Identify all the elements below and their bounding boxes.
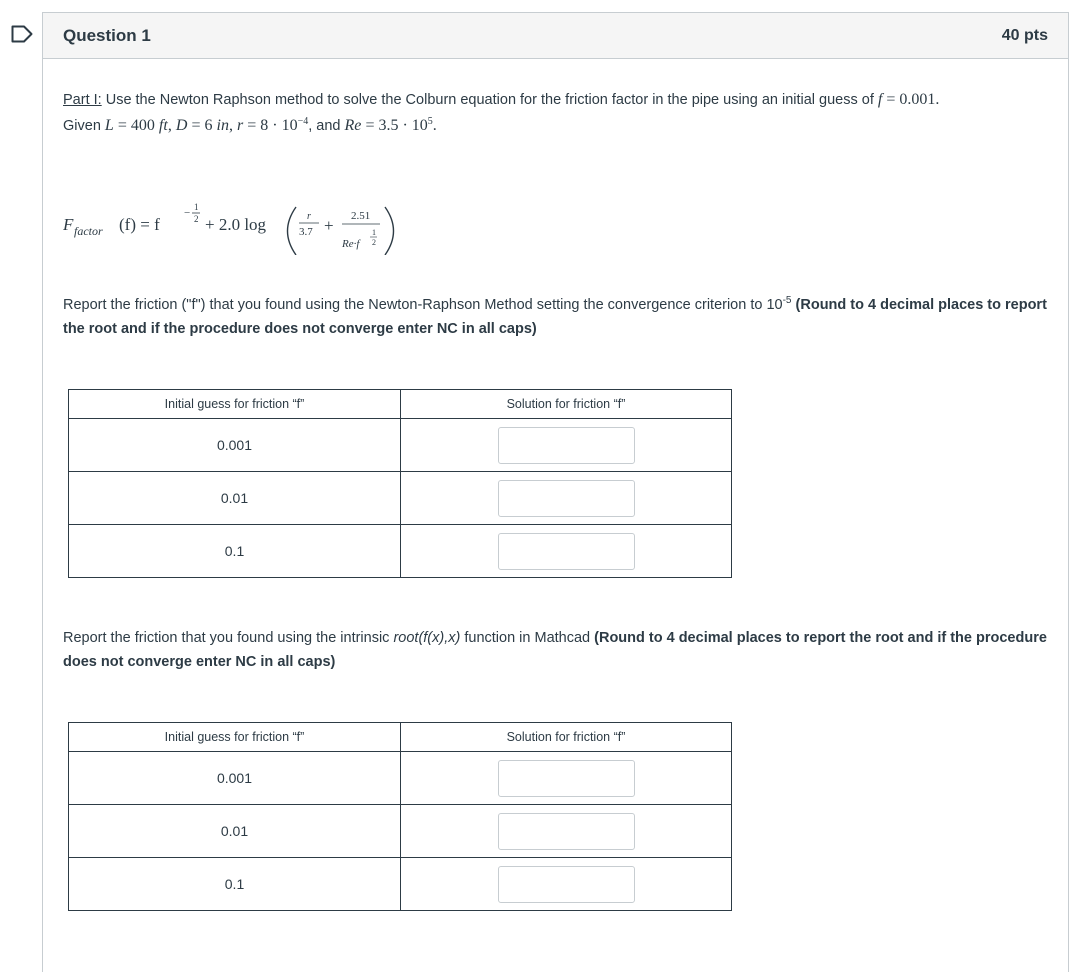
- table-row: [69, 805, 732, 858]
- formula-exp-den: 2: [194, 214, 199, 224]
- formula-frac2-exp-den: 2: [372, 238, 376, 247]
- formula-frac2-num: 2.51: [351, 210, 371, 222]
- question-title: Question 1: [63, 25, 151, 45]
- table2-col1-header: Initial guess for friction “f”: [69, 723, 401, 752]
- initial-guess-cell: 0.01: [69, 472, 401, 525]
- r-value: = 8 · 10: [247, 117, 298, 134]
- formula-F-sub: factor: [74, 224, 103, 238]
- answer-input[interactable]: [498, 427, 635, 464]
- initial-guess-cell: 0.01: [69, 805, 401, 858]
- newton-answer-table: [68, 389, 732, 578]
- answer-cell: [401, 419, 732, 472]
- colburn-formula: [63, 195, 423, 255]
- formula-frac1-num: r: [307, 211, 311, 222]
- L-value: = 400: [117, 117, 155, 134]
- answer-cell: [401, 525, 732, 578]
- report1-bold: (Round to 4 decimal places to report the root and if the procedure does not converge enter NC in all caps): [63, 297, 1047, 337]
- report2-text-after: function in Mathcad: [464, 630, 591, 646]
- answer-input[interactable]: [498, 480, 635, 517]
- answer-cell: [401, 472, 732, 525]
- initial-guess-cell: 0.001: [69, 752, 401, 805]
- initial-guess-cell: 0.1: [69, 858, 401, 911]
- r-exp: −4: [297, 116, 309, 128]
- part-label: Part I:: [63, 92, 102, 108]
- Re-end: .: [432, 117, 437, 134]
- L-var: L: [104, 117, 114, 134]
- intro-text: Use the Newton Raphson method to solve the Colburn equation for the friction factor in the pipe using an initial guess of: [105, 92, 874, 108]
- answer-cell: [401, 805, 732, 858]
- formula-frac2-exp-num: 1: [372, 228, 376, 237]
- formula-exp-neg: −: [184, 207, 191, 219]
- answer-input[interactable]: [498, 760, 635, 797]
- question-intro: Part I: Use the Newton Raphson method to solve the Colburn equation for the friction factor in the pipe using an initial guess of f = 0.001. Given L = 400 ft, D = 6 in, $r = 8 \cdot 10^{-4}$, and $Re = 3.5 \cdot 10^5$.: [63, 91, 940, 134]
- table-row: [69, 472, 732, 525]
- formula-plus: +: [324, 216, 334, 235]
- answer-input[interactable]: [498, 813, 635, 850]
- Re-exp: 5: [427, 116, 433, 128]
- formula-frac2-den: Re·f: [342, 238, 360, 250]
- Re-var: Re: [344, 117, 362, 134]
- initial-guess-cell: 0.001: [69, 419, 401, 472]
- question-points: 40 pts: [1001, 26, 1048, 44]
- table-row: [69, 752, 732, 805]
- mathcad-answer-table: [68, 722, 732, 911]
- initial-guess-cell: 0.1: [69, 525, 401, 578]
- table1-col2-header: Solution for friction “f”: [401, 390, 732, 419]
- Re-value: = 3.5 · 10: [365, 117, 428, 134]
- formula-lhs-arg: (f) = f: [119, 215, 160, 234]
- formula-F: F: [63, 215, 74, 234]
- report1-text: Report the friction ("f") that you found using the Newton-Raphson Method setting the convergence criterion to 10: [63, 297, 783, 313]
- L-unit: ft: [158, 117, 168, 134]
- table-row: [69, 419, 732, 472]
- report-mathcad-instructions: [63, 626, 1053, 674]
- table-row: [69, 858, 732, 911]
- question-header: [43, 13, 1068, 59]
- answer-cell: [401, 858, 732, 911]
- formula-exp-num: 1: [194, 202, 199, 212]
- report1-exp: -5: [782, 295, 792, 307]
- answer-input[interactable]: [498, 866, 635, 903]
- and-word: , and: [308, 118, 341, 134]
- table-row: [69, 525, 732, 578]
- report2-text-before: Report the friction that you found using the intrinsic: [63, 630, 390, 646]
- answer-input[interactable]: [498, 533, 635, 570]
- report2-italic: root(f(x),x): [393, 630, 461, 646]
- initial-guess-var: f: [877, 91, 883, 108]
- table2-col2-header: Solution for friction “f”: [401, 723, 732, 752]
- D-var: D: [175, 117, 188, 134]
- question-card: [42, 12, 1069, 972]
- table1-col1-header: Initial guess for friction “f”: [69, 390, 401, 419]
- flag-question-icon[interactable]: [11, 25, 33, 43]
- given-word: Given: [63, 118, 101, 134]
- report2-bold: (Round to 4 decimal places to report the root and if the procedure does not converge enter NC in all caps): [63, 630, 1047, 670]
- formula-plus-term: + 2.0 log: [205, 215, 267, 234]
- initial-guess-value: = 0.001.: [886, 91, 940, 108]
- r-var: r: [236, 117, 244, 134]
- report-newton-instructions: [63, 293, 1053, 341]
- answer-cell: [401, 752, 732, 805]
- D-unit: in: [216, 117, 229, 134]
- D-value: = 6: [191, 117, 213, 134]
- formula-frac1-den: 3.7: [299, 226, 313, 238]
